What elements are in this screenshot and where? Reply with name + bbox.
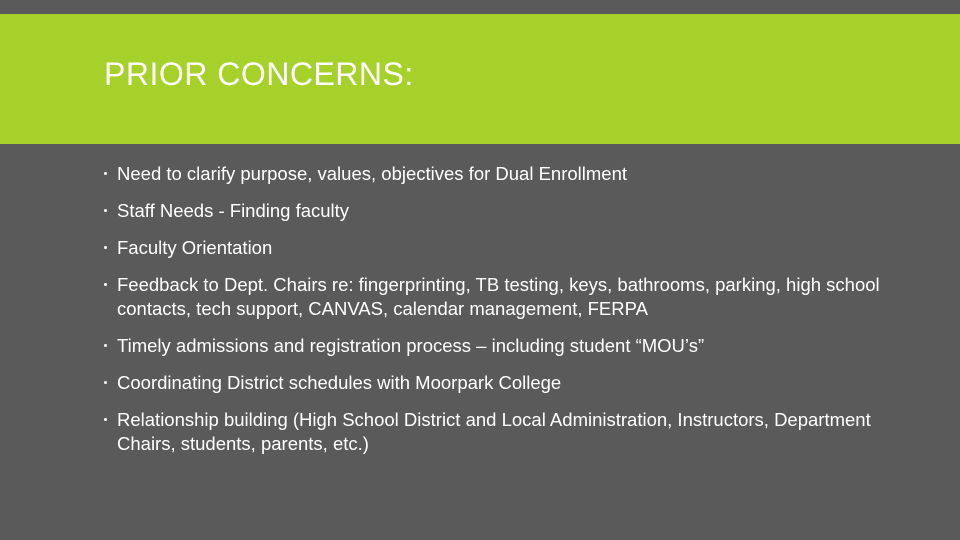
bullet-text: Faculty Orientation — [117, 237, 273, 258]
bullet-text: Feedback to Dept. Chairs re: fingerprinting, TB testing, keys, bathrooms, parking, high school contacts, tech support, CANVAS, calendar management, FERPA — [117, 274, 880, 319]
bullet-dot-icon — [104, 381, 107, 384]
bullet-text: Need to clarify purpose, values, objectives for Dual Enrollment — [117, 163, 628, 184]
bullet-text: Staff Needs - Finding faculty — [117, 200, 350, 221]
bullet-dot-icon — [104, 172, 107, 175]
bullet-item — [104, 334, 894, 358]
bullet-dot-icon — [104, 246, 107, 249]
bullet-list — [104, 162, 894, 469]
bullet-text: Coordinating District schedules with Moorpark College — [117, 372, 562, 393]
bullet-item — [104, 162, 894, 186]
bullet-dot-icon — [104, 418, 107, 421]
bullet-dot-icon — [104, 283, 107, 286]
bullet-dot-icon — [104, 344, 107, 347]
bullet-item — [104, 236, 894, 260]
bullet-item — [104, 408, 894, 456]
bullet-dot-icon — [104, 209, 107, 212]
bullet-item — [104, 273, 894, 321]
slide-title: PRIOR CONCERNS: — [104, 56, 414, 92]
bullet-item — [104, 371, 894, 395]
bullet-item — [104, 199, 894, 223]
bullet-text: Timely admissions and registration process – including student “MOU’s” — [117, 335, 705, 356]
bullet-text: Relationship building (High School District and Local Administration, Instructors, Department Chairs, students, parents, etc.) — [117, 409, 871, 454]
